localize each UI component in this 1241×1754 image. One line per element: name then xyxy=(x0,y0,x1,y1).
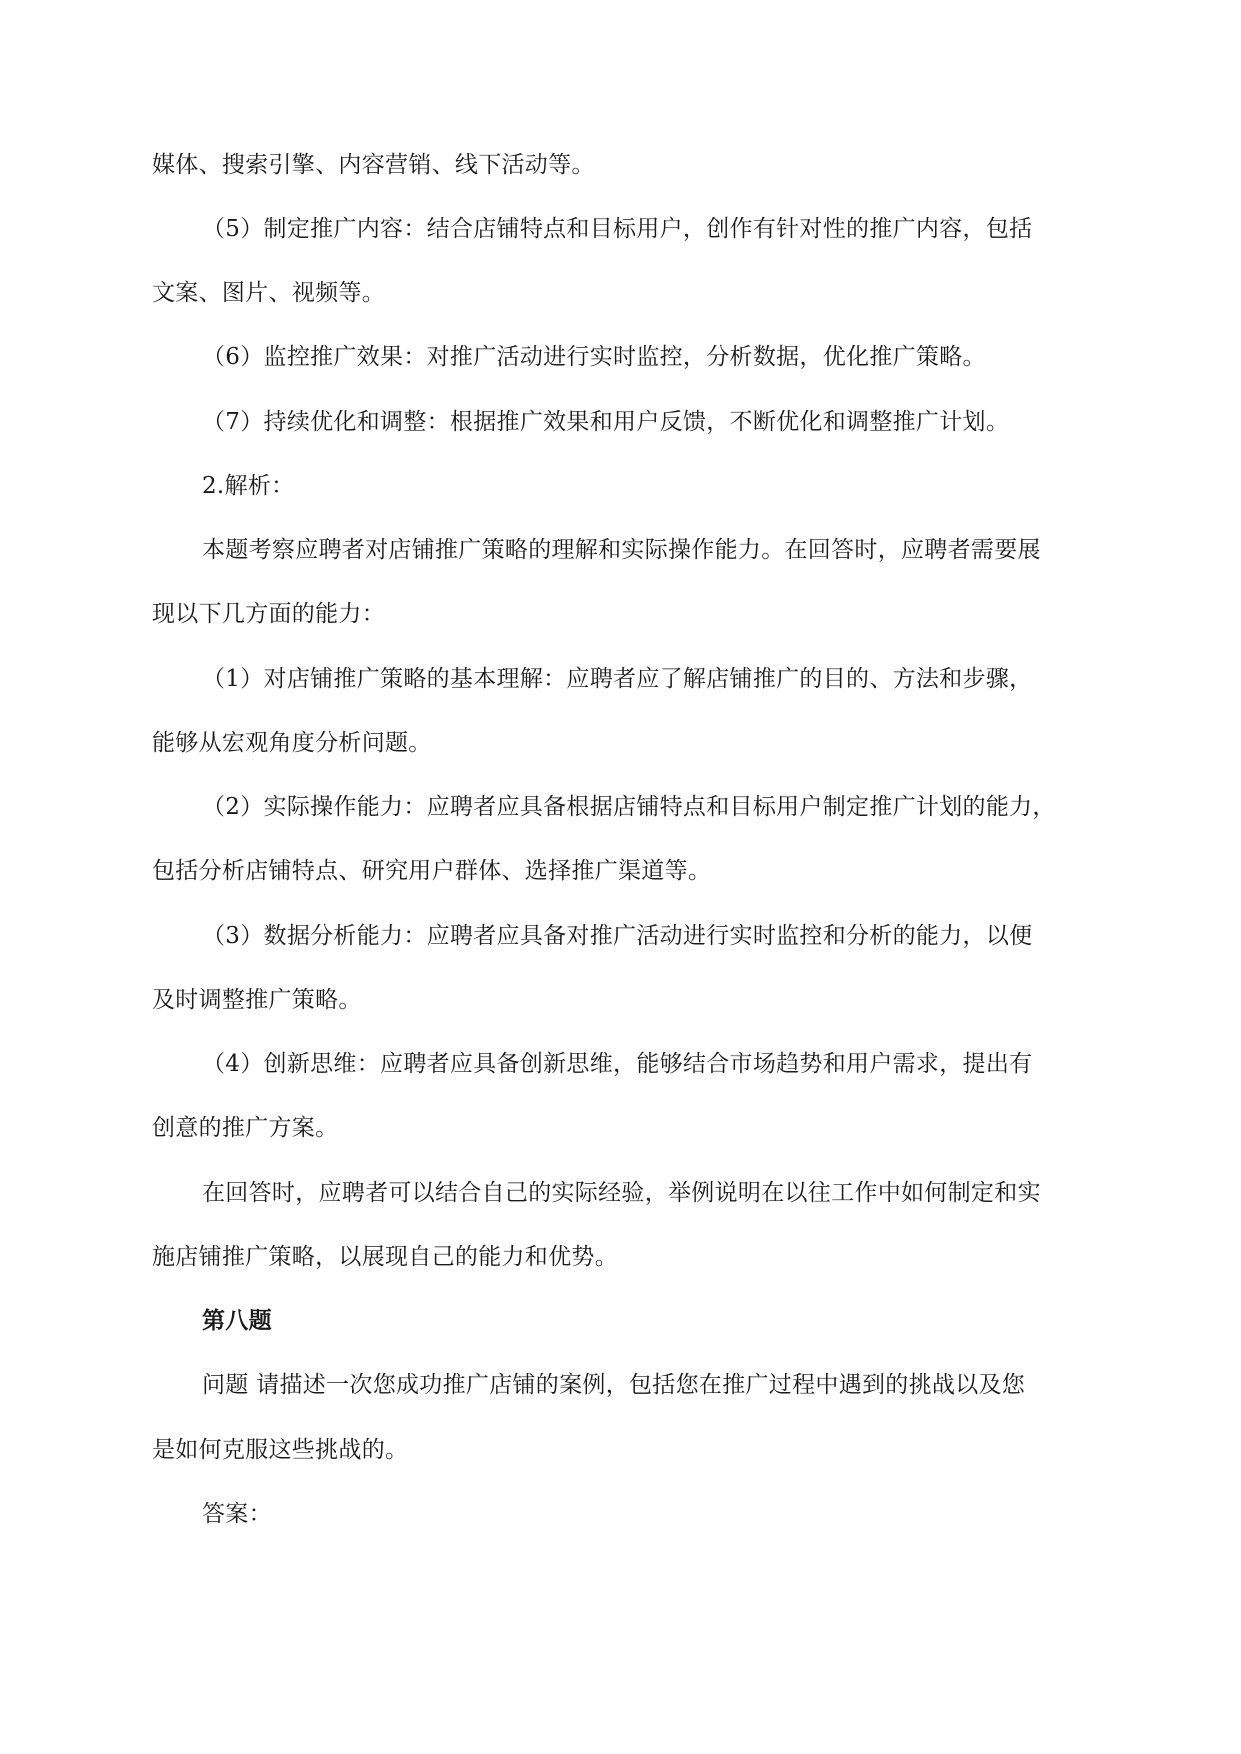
text-line: （6）监控推广效果：对推广活动进行实时监控，分析数据，优化推广策略。 xyxy=(202,344,986,370)
text-line: 在回答时，应聘者可以结合自己的实际经验，举例说明在以往工作中如何制定和实 xyxy=(202,1180,1041,1206)
text-line: 是如何克服这些挑战的。 xyxy=(152,1437,409,1463)
text-line: （3）数据分析能力：应聘者应具备对推广活动进行实时监控和分析的能力，以便 xyxy=(202,923,1033,949)
text-line: 问题 请描述一次您成功推广店铺的案例，包括您在推广过程中遇到的挑战以及您 xyxy=(202,1372,1026,1398)
text-line: 施店铺推广策略，以展现自己的能力和优势。 xyxy=(152,1244,618,1270)
text-line: 媒体、搜索引擎、内容营销、线下活动等。 xyxy=(152,152,595,178)
section-heading: 第八题 xyxy=(202,1308,272,1334)
text-line: 答案： xyxy=(202,1501,272,1527)
text-line: 文案、图片、视频等。 xyxy=(152,280,385,306)
text-line: 包括分析店铺特点、研究用户群体、选择推广渠道等。 xyxy=(152,858,712,884)
text-line: 创意的推广方案。 xyxy=(152,1115,339,1141)
text-line: （1）对店铺推广策略的基本理解：应聘者应了解店铺推广的目的、方法和步骤， xyxy=(202,666,1033,692)
text-line: 能够从宏观角度分析问题。 xyxy=(152,730,432,756)
text-line: 2.解析： xyxy=(202,473,295,499)
text-line: （5）制定推广内容：结合店铺特点和目标用户，创作有针对性的推广内容，包括 xyxy=(202,216,1033,242)
text-line: 本题考察应聘者对店铺推广策略的理解和实际操作能力。在回答时，应聘者需要展 xyxy=(202,537,1041,563)
text-line: （2）实际操作能力：应聘者应具备根据店铺特点和目标用户制定推广计划的能力， xyxy=(202,794,1056,820)
text-line: （4）创新思维：应聘者应具备创新思维，能够结合市场趋势和用户需求，提出有 xyxy=(202,1051,1033,1077)
text-line: 现以下几方面的能力： xyxy=(152,601,385,627)
text-line: 及时调整推广策略。 xyxy=(152,987,362,1013)
text-line: （7）持续优化和调整：根据推广效果和用户反馈，不断优化和调整推广计划。 xyxy=(202,409,1010,435)
